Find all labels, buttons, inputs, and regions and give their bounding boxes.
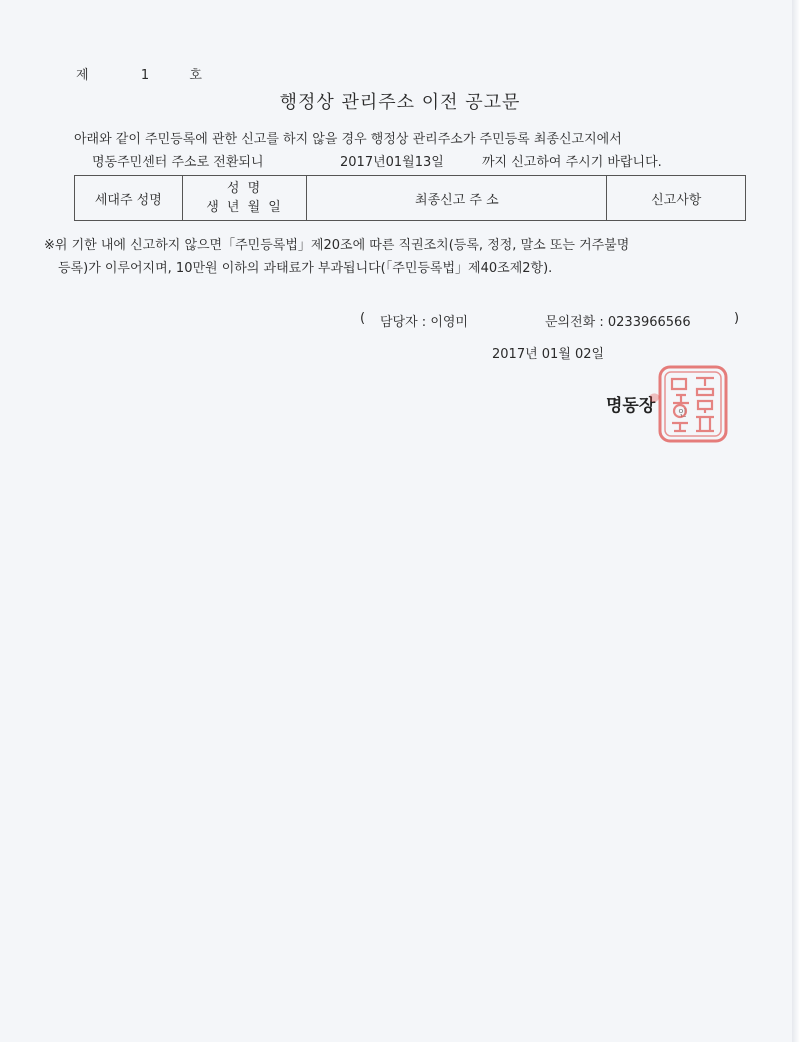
official-seal-stamp <box>646 365 730 445</box>
header-name-birthdate <box>182 176 307 221</box>
issue-date: 2017년 01월 02일 <box>492 347 605 362</box>
signer-title: 명동장 <box>606 396 656 416</box>
header-report-item: 신고사항 <box>607 176 746 221</box>
header-last-address: 최종신고 주 소 <box>307 176 607 221</box>
intro-line-2-start: 명동주민센터 주소로 전환되니 <box>92 155 264 170</box>
intro-line-2 <box>92 151 662 170</box>
header-birthdate: 생 년 월 일 <box>206 200 283 215</box>
header-name: 성 명 <box>226 181 263 196</box>
contact-open-paren: ( <box>360 311 366 326</box>
intro-line-1: 아래와 같이 주민등록에 관한 신고를 하지 않을 경우 행정상 관리주소가 주민등록 최종신고지에서 <box>74 132 622 147</box>
legal-notice-line-2: 등록)가 이루어지며, 10만원 이하의 과태료가 부과됩니다(「주민등록법」제40조제2항). <box>58 261 553 276</box>
doc-number-prefix: 제 <box>76 68 89 83</box>
intro-line-2-end: 까지 신고하여 주시기 바랍니다. <box>482 155 662 170</box>
contact-phone: 문의전화 : 0233966566 <box>545 315 691 330</box>
document-number <box>76 64 202 83</box>
doc-number-value: 1 <box>140 68 150 83</box>
legal-notice <box>44 234 629 280</box>
deadline-date: 2017년01월13일 <box>340 155 444 170</box>
contact-close-paren: ) <box>734 311 740 326</box>
document-title: 행정상 관리주소 이전 공고문 <box>279 92 521 113</box>
header-householder-name: 세대주 성명 <box>75 176 183 221</box>
page-edge <box>792 0 800 1042</box>
seal-mark-text: 인 <box>678 409 687 419</box>
doc-number-suffix: 호 <box>189 68 202 83</box>
notice-table <box>74 175 746 221</box>
legal-notice-line-1: ※위 기한 내에 신고하지 않으면「주민등록법」제20조에 따른 직권조치(등록, 정정, 말소 또는 거주불명 <box>44 238 630 253</box>
contact-person: 담당자 : 이영미 <box>380 315 468 330</box>
